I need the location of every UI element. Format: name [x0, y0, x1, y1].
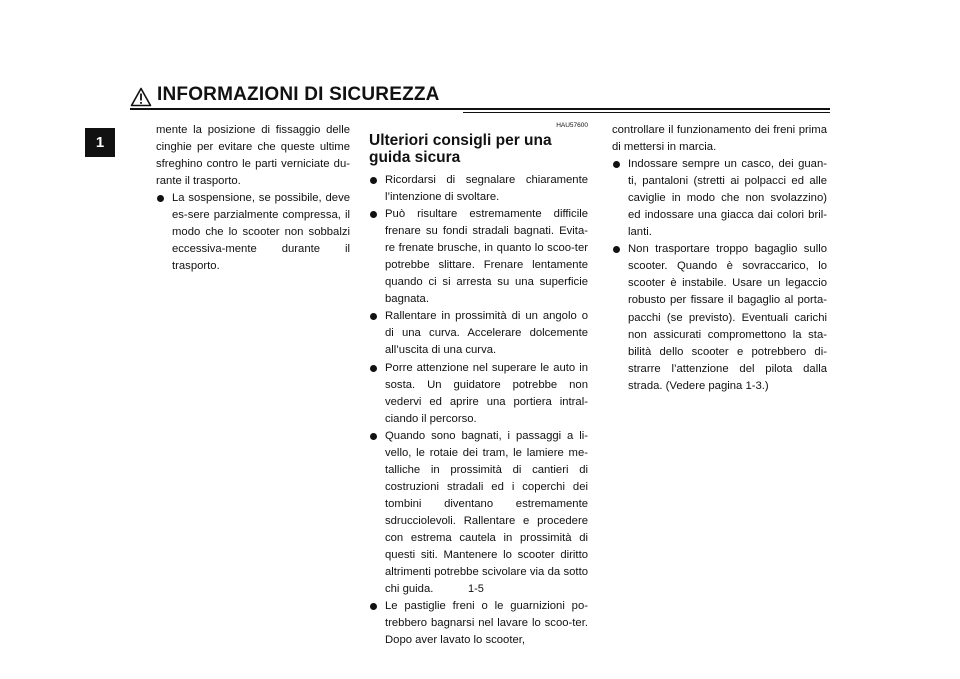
bullet-item — [612, 241, 827, 394]
bullet-icon — [157, 195, 164, 202]
section-heading: Ulteriori consigli per una guida sicura — [369, 132, 552, 166]
chapter-tab: 1 — [85, 128, 115, 157]
text-column-1 — [156, 122, 350, 275]
bullet-text: Porre attenzione nel superare le auto in sosta. Un guidatore potrebbe non vedervi ed aprire una portiera intral-ciando il percorso. — [385, 361, 588, 425]
bullet-icon — [613, 246, 620, 253]
paragraph: mente la posizione di fissaggio delle cinghie per evitare che queste ultime sfreghino contro le parti verniciate du-rante il trasporto. — [156, 124, 350, 188]
warning-triangle-icon — [130, 87, 152, 107]
bullet-item — [156, 190, 350, 275]
header-rule-thin — [463, 112, 830, 113]
bullet-text: Ricordarsi di segnalare chiaramente l’intenzione di svoltare. — [385, 174, 588, 204]
bullet-icon — [370, 603, 377, 610]
bullet-text: Indossare sempre un casco, dei guan-ti, pantaloni (stretti ai polpacci ed alle caviglie in modo che non svolazzino) ed indossare una giacca dai colori bril-lanti. — [628, 158, 827, 239]
section-code: HAU57600 — [556, 122, 588, 129]
paragraph: controllare il funzionamento dei freni prima di mettersi in marcia. — [612, 124, 827, 154]
bullet-text: Le pastiglie freni o le guarnizioni po-trebbero bagnarsi nel lavare lo scoo-ter. Dopo aver lavato lo scooter, — [385, 600, 588, 647]
bullet-icon — [370, 365, 377, 372]
bullet-text: Può risultare estremamente difficile frenare su fondi stradali bagnati. Evita-re frenate brusche, in quanto lo scoo-ter potrebbe slittare. Frenare lentamente quando ci si arresta su una superficie bagnata. — [385, 208, 588, 306]
bullet-item — [369, 360, 588, 428]
bullet-item — [369, 598, 588, 649]
bullet-item — [612, 156, 827, 241]
text-column-3 — [612, 122, 827, 395]
bullet-text: Non trasportare troppo bagaglio sullo scooter. Quando è sovraccarico, lo scooter è instabile. Usare un legaccio robusto per fissare il bagaglio al porta-pacchi (se previsto). Eventuali carichi non assicurati compromettono la sta-bilità dello scooter e potrebbero di-strarre l’attenzione del pilota dalla strada. (Vedere pagina 1-3.) — [628, 243, 827, 392]
bullet-icon — [370, 313, 377, 320]
text-column-2 — [369, 122, 588, 649]
bullet-text: Rallentare in prossimità di un angolo o di una curva. Accelerare dolcemente all’uscita di una curva. — [385, 310, 588, 357]
bullet-item — [369, 206, 588, 308]
bullet-item — [369, 308, 588, 359]
page-number: 1-5 — [468, 583, 484, 595]
bullet-item — [369, 428, 588, 598]
header-rule — [130, 108, 830, 110]
bullet-icon — [370, 177, 377, 184]
bullet-icon — [370, 433, 377, 440]
page-title: INFORMAZIONI DI SICUREZZA — [157, 84, 440, 105]
page-header — [130, 86, 830, 110]
bullet-icon — [613, 161, 620, 168]
bullet-icon — [370, 211, 377, 218]
bullet-text: Quando sono bagnati, i passaggi a li-vello, le rotaie dei tram, le lamiere me-talliche in prossimità di cantieri di costruzioni stradali ed i coperchi dei tombini diventano estremamente sdrucciolevoli. Rallentare e procedere con estrema cautela in prossimità di questi siti. Mantenere lo scooter diritto altrimenti potrebbe scivolare via da sotto chi guida. — [385, 429, 588, 596]
bullet-text: La sospensione, se possibile, deve es-sere parzialmente compressa, il modo che lo scooter non sobbalzi eccessiva-mente durante il trasporto. — [172, 192, 350, 273]
bullet-item — [369, 172, 588, 206]
